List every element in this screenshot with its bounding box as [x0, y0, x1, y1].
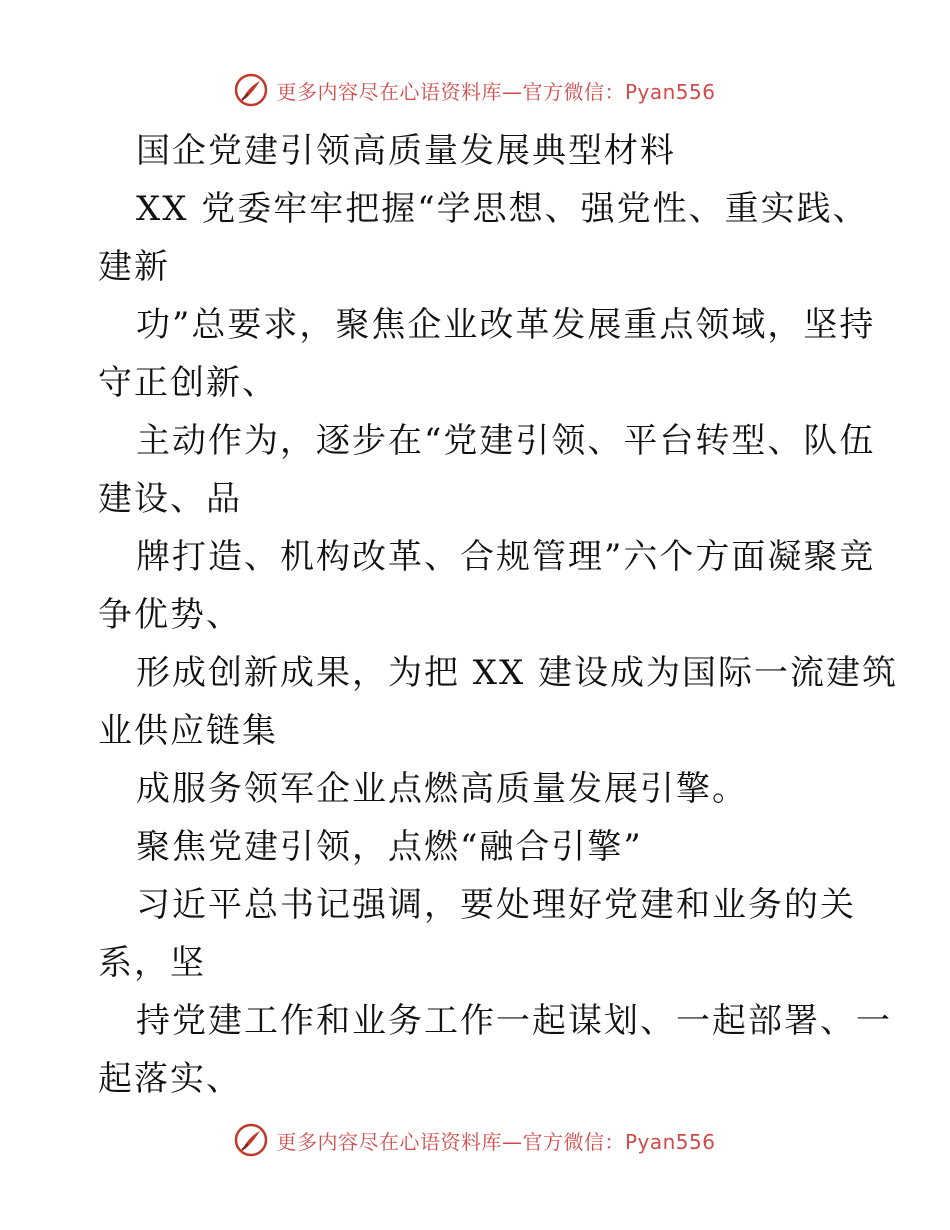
- footer-banner: [0, 1120, 950, 1160]
- text-line: XX 党委牢牢把握“学思想、强党性、重实践、: [136, 189, 869, 229]
- text-line: 系，坚: [98, 943, 206, 983]
- text-line: 起落实、: [98, 1059, 242, 1099]
- document-body: [98, 122, 899, 1108]
- text-line: 功”总要求，聚焦企业改革发展重点领域，坚持: [136, 305, 876, 345]
- text-line: 争优势、: [98, 595, 242, 635]
- quill-seal-logo-icon: [234, 1123, 268, 1157]
- document-title: 国企党建引领高质量发展典型材料: [136, 131, 676, 171]
- text-line: 形成创新成果，为把 XX 建设成为国际一流建筑: [136, 653, 899, 693]
- text-line: 守正创新、: [98, 363, 278, 403]
- paragraph-lines: [98, 180, 899, 1108]
- quill-seal-logo-icon: [234, 73, 268, 107]
- footer-banner-text: 更多内容尽在心语资料库—官方微信：Pyan556: [276, 1129, 716, 1154]
- header-banner: [0, 70, 950, 110]
- text-line: 持党建工作和业务工作一起谋划、一起部署、一: [136, 1001, 892, 1041]
- text-line: 聚焦党建引领，点燃“融合引擎”: [136, 827, 643, 867]
- text-line: 习近平总书记强调，要处理好党建和业务的关: [136, 885, 856, 925]
- text-line: 牌打造、机构改革、合规管理”六个方面凝聚竞: [136, 537, 876, 577]
- text-line: 主动作为，逐步在“党建引领、平台转型、队伍: [136, 421, 876, 461]
- text-line: 建新: [98, 247, 170, 287]
- text-line: 成服务领军企业点燃高质量发展引擎。: [136, 769, 748, 809]
- text-line: 业供应链集: [98, 711, 278, 751]
- text-line: 建设、品: [98, 479, 242, 519]
- header-banner-text: 更多内容尽在心语资料库—官方微信：Pyan556: [276, 79, 716, 104]
